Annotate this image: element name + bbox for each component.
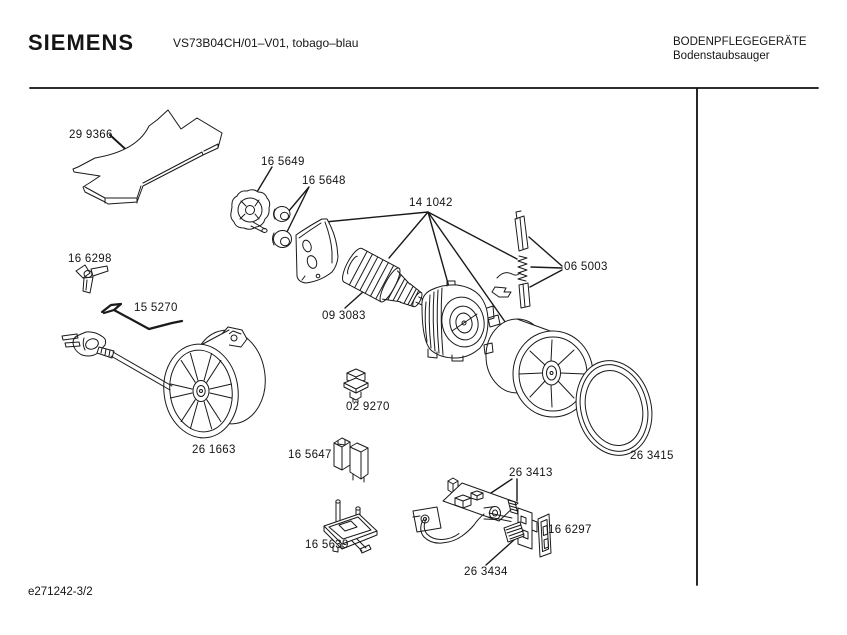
motor-mount-bracket-drawing [296,219,338,283]
part-label-16-6298: 16 6298 [68,253,112,265]
electronic-module-drawing [413,478,537,549]
carbon-brush-set-drawing [492,211,530,308]
support-housing-drawing [334,438,368,482]
part-label-16-5649: 16 5649 [261,156,305,168]
document-code: e271242-3/2 [28,586,93,598]
part-label-26-3413: 26 3413 [509,467,553,479]
part-label-26-3415: 26 3415 [630,450,674,462]
switch-button-drawing [344,369,368,402]
part-label-29-9366: 29 9366 [69,129,113,141]
cable-reel-drawing [62,325,271,442]
part-label-16-6297: 16 6297 [548,524,592,536]
category-line-2: Bodenstaubsauger [673,50,770,62]
part-label-14-1042: 14 1042 [409,197,453,209]
model-title: VS73B04CH/01–V01, tobago–blau [173,36,359,50]
brand-logo: SIEMENS [28,30,135,55]
base-plate-drawing [73,110,222,204]
part-label-06-5003: 06 5003 [564,261,608,273]
part-label-09-3083: 09 3083 [322,310,366,322]
field-housing-drawing [422,281,494,361]
part-label-16-5648: 16 5648 [302,175,346,187]
part-label-26-1663: 26 1663 [192,444,236,456]
winder-knob-drawing [76,265,108,293]
category-line-1: BODENPFLEGEGERÄTE [673,36,807,48]
part-label-15-5270: 15 5270 [134,302,178,314]
part-label-26-3434: 26 3434 [464,566,508,578]
part-label-02-9270: 02 9270 [346,401,390,413]
part-label-16-5647: 16 5647 [288,449,332,461]
bearing-bracket-drawing [231,190,270,233]
part-label-16-5639: 16 5639 [305,539,349,551]
